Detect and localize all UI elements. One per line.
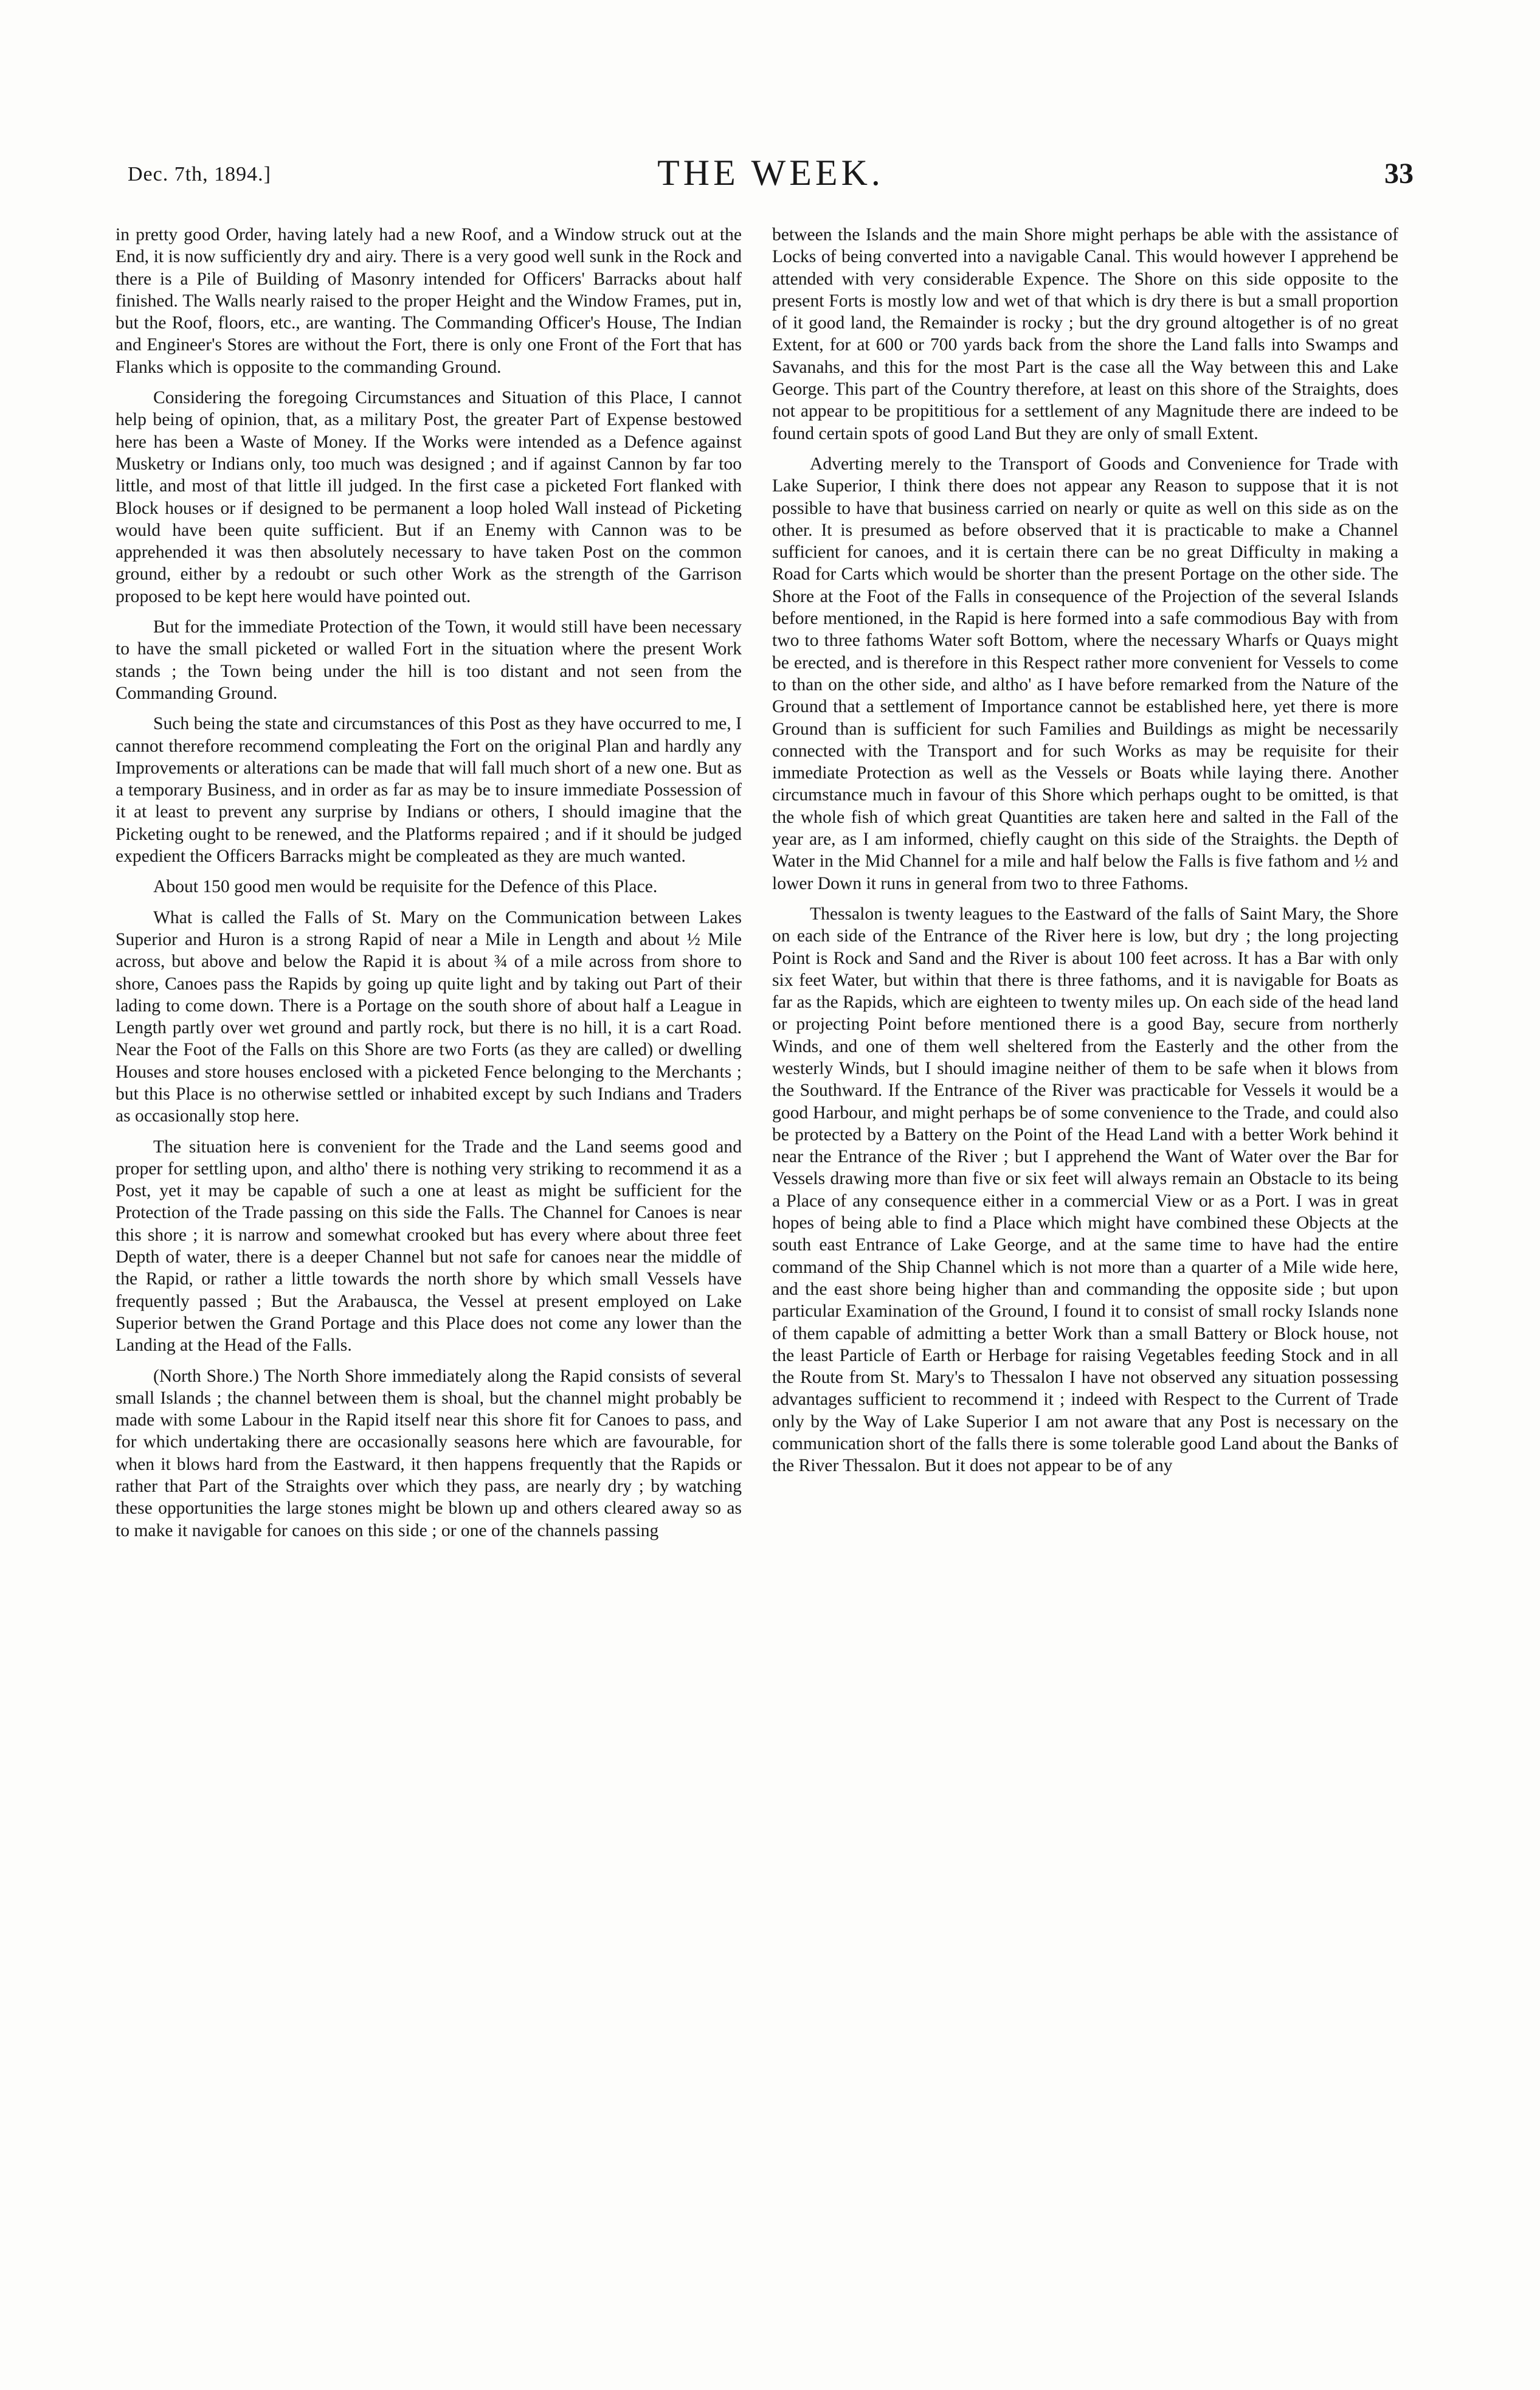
paragraph: between the Islands and the main Shore might perhaps be able with the assistance of Locks of being converted into a navigable Canal. This would however I apprehend be attended with very considerable Expence. The Shore on this side opposite to the present Forts is mostly low and wet of that which is dry there is but a small proportion of it good land, the Remainder is rocky ; but the dry ground altogether is of no great Extent, for at 600 or 700 yards back from the shore the Land falls into Swamps and Savanahs, and this for the most Part is the case all the Way between this and Lake George. This part of the Country therefore, at least on this shore of the Straights, does not appear to be propititious for a settlement of any Magnitude there are indeed to be found certain spots of good Land But they are only of small Extent. xyxy=(772,225,1398,443)
left-column xyxy=(116,224,742,1550)
page-number: 33 xyxy=(1384,158,1414,190)
paragraph: Considering the foregoing Circumstances and Situation of this Place, I cannot help being of opinion, that, as a military Post, the greater Part of Expense bestowed here has been a Waste of Money. If the Works were intended as a Defence against Musketry or Indians only, too much was designed ; and if against Cannon by far too little, and most of that little ill judged. In the first case a picketed Fort flanked with Block houses or if designed to be permanent a loop holed Wall instead of Picketing would have been quite sufficient. But if an Enemy with Cannon was to be apprehended it was then absolutely necessary to have taken Post on the common ground, either by a redoubt or such other Work as the strength of the Garrison proposed to be kept here would have pointed out. xyxy=(116,388,742,606)
paragraph: But for the immediate Protection of the Town, it would still have been necessary to have the small picketed or walled Fort in the situation where the present Work stands ; the Town being under the hill is too distant and not seen from the Commanding Ground. xyxy=(116,617,742,703)
right-column xyxy=(772,224,1398,1486)
issue-date: Dec. 7th, 1894.] xyxy=(128,163,272,185)
paragraph: The situation here is convenient for the Trade and the Land seems good and proper for settling upon, and altho' there is nothing very striking to recommend it as a Post, yet it may be capable of such a one at least as might be sufficient for the Protection of the Trade passing on this side the Falls. The Channel for Canoes is near this shore ; it is narrow and somewhat crooked but has every where about three feet Depth of water, there is a deeper Channel but not safe for canoes near the middle of the Rapid, or rather a little towards the north shore by which small Vessels have frequently passed ; But the Arabausca, the Vessel at present employed on Lake Superior betwen the Grand Portage and this Place does not come any lower than the Landing at the Head of the Falls. xyxy=(116,1137,742,1356)
paragraph: Such being the state and circumstances of this Post as they have occurred to me, I cannot therefore recommend compleating the Fort on the original Plan and hardly any Improvements or alterations can be made that will fall much short of a new one. But as a temporary Business, and in order as far as may be to insure immediate Possession of it at least to prevent any surprise by Indians or others, I should imagine that the Picketing ought to be renewed, and the Platforms repaired ; and if it should be judged expedient the Officers Barracks might be compleated as they are much wanted. xyxy=(116,714,742,867)
paragraph: (North Shore.) The North Shore immediately along the Rapid consists of several small Islands ; the channel between them is shoal, but the channel might probably be made with some Labour in the Rapid itself near this shore fit for Canoes to pass, and for which undertaking there are occasionally seasons here which are favourable, for when it blows hard from the Eastward, it then happens frequently that the Rapids or rather that Part of the Straights over which they pass, are nearly dry ; by watching these opportunities the large stones might be blown up and others cleared away so as to make it navigable for canoes on this side ; or one of the channels passing xyxy=(116,1366,742,1540)
paragraph: What is called the Falls of St. Mary on the Communication between Lakes Superior and Huron is a strong Rapid of near a Mile in Length and about ½ Mile across, but above and below the Rapid it is about ¾ of a mile across from shore to shore, Canoes pass the Rapids by going up quite light and by taking out Part of their lading to come down. There is a Portage on the south shore of about half a League in Length partly over wet ground and partly rock, but there is no hill, it is a cart Road. Near the Foot of the Falls on this Shore are two Forts (as they are called) or dwelling Houses and store houses enclosed with a picketed Fence belonging to the Merchants ; but this Place is no otherwise settled or inhabited except by such Indians and Traders as occasionally stop here. xyxy=(116,907,742,1126)
paragraph: About 150 good men would be requisite for the Defence of this Place. xyxy=(153,877,658,897)
publication-title: THE WEEK. xyxy=(657,153,884,193)
paragraph: in pretty good Order, having lately had a new Roof, and a Window struck out at the End, it is now sufficiently dry and airy. There is a very good well sunk in the Rock and there is a Pile of Building of Masonry intended for Officers' Barracks about half finished. The Walls nearly raised to the proper Height and the Window Frames, put in, but the Roof, floors, etc., are wanting. The Commanding Officer's House, The Indian and Engineer's Stores are without the Fort, there is only one Front of the Fort that has Flanks which is opposite to the commanding Ground. xyxy=(116,225,742,377)
paragraph: Adverting merely to the Transport of Goods and Convenience for Trade with Lake Superior, I think there does not appear any Reason to suppose that it is not possible to have that business carried on nearly or quite as well on this side as on the other. It is presumed as before observed that it is practicable to make a Channel sufficient for canoes, and it is certain there can be no great Difficulty in making a Road for Carts which would be shorter than the present Portage on the other side. The Shore at the Foot of the Falls in consequence of the Projection of the several Islands before mentioned, in the Rapid is here formed into a safe commodious Bay with from two to three fathoms Water soft Bottom, where the necessary Wharfs or Quays might be erected, and is therefore in this Respect rather more convenient for Vessels to come to than on the other side, and altho' as I have before remarked from the Nature of the Ground that a settlement of Importance cannot be established here, yet there is more Ground than is sufficient for such Families and Buildings as might be necessarily connected with the Transport and for such Works as may be requisite for their immediate Protection as well as the Vessels or Boats while laying there. Another circumstance much in favour of this Shore which perhaps ought to be omitted, is that the whole fish of which great Quantities are taken here and salted in the Fall of the year are, as I am informed, chiefly caught on this side of the Straights. the Depth of Water in the Mid Channel for a mile and half below the Falls is five fathom and ½ and lower Down it runs in general from two to three Fathoms. xyxy=(772,454,1398,893)
page-header xyxy=(128,152,1414,201)
paragraph: Thessalon is twenty leagues to the Eastward of the falls of Saint Mary, the Shore on each side of the Entrance of the River here is low, but dry ; the long projecting Point is Rock and Sand and the River is about 100 feet across. It has a Bar with only six feet Water, but within that there is three fathoms, and it is navigable for Boats as far as the Rapids, which are eighteen to twenty miles up. On each side of the head land or projecting Point before mentioned there is a good Bay, secure from northerly Winds, and one of them well sheltered from the Easterly and the other from the westerly Winds, but I should imagine neither of them to be safe when it blows from the Southward. If the Entrance of the River was practicable for Vessels it would be a good Harbour, and might perhaps be of some convenience to the Trade, and could also be protected by a Battery on the Point of the Head Land with a better Work behind it near the Entrance of the River ; but I apprehend the Want of Water over the Bar for Vessels drawing more than five or six feet will always remain an Obstacle to its being a Place of any consequence either in a commercial View or as a Port. I was in great hopes of being able to find a Place which might have combined these Objects at the south east Entrance of Lake George, and at the same time to have had the entire command of the Ship Channel which is not more than a quarter of a Mile wide here, and the east shore being higher than and commanding the opposite side ; but upon particular Examination of the Ground, I found it to consist of small rocky Islands none of them capable of admitting a better Work than a small Battery or Block house, not the least Particle of Earth or Herbage for raising Vegetables feeding Stock and in all the Route from St. Mary's to Thessalon I have not observed any situation possessing advantages sufficient to recommend it ; indeed with Respect to the Current of Trade only by the Way of Lake Superior I am not aware that any Post is necessary on the communication short of the falls there is some tolerable good Land about the Banks of the River Thessalon. But it does not appear to be of any xyxy=(772,904,1398,1476)
